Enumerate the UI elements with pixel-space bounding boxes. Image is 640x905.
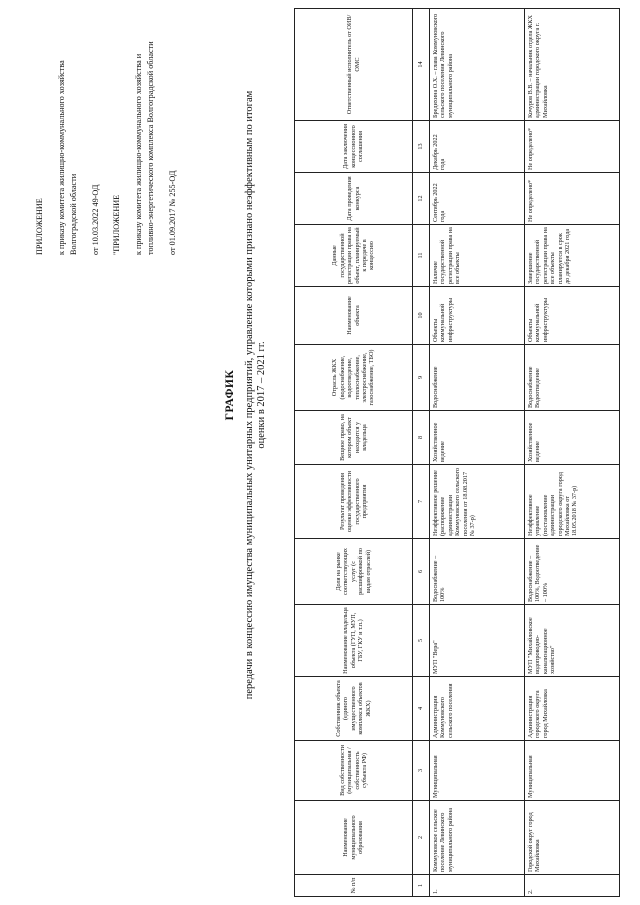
header-cell: Собственник объекта (единого имущественного комплекса объектов ЖКХ): [295, 677, 413, 741]
column-number: 12: [413, 173, 430, 225]
document-title: ГРАФИК: [224, 369, 236, 421]
document-subtitle: передачи в концессию имущества муниципальных унитарных предприятий, управление которыми признано неэффективным по итогам оценки в 2017 – 2021 гг.: [244, 90, 267, 700]
header-cell: Ответственный исполнитель от ОИВ/ОМС: [295, 9, 413, 121]
row-cell: Объекты коммунальной инфраструктуры: [430, 287, 525, 345]
column-number: 6: [413, 539, 430, 605]
row-cell: 2.: [525, 875, 620, 897]
row-cell: Муниципальная: [525, 741, 620, 801]
header-cell: Доля на рынке соответствующих услуг (с расшифровкой по видам отраслей): [295, 539, 413, 605]
row-cell: Наличие государственной регистрации права на все объекты: [430, 225, 525, 287]
row-cell: Администрация Коммуновского сельского поселения: [430, 677, 525, 741]
column-number: 1: [413, 875, 430, 897]
table-header-row: [295, 9, 413, 897]
appendix-header: [34, 25, 188, 255]
row-cell: Не определено*: [525, 173, 620, 225]
header-cell: Наименование объекта: [295, 287, 413, 345]
row-cell: Муниципальная: [430, 741, 525, 801]
row-cell: Администрация городского округа город Михайловка: [525, 677, 620, 741]
column-number-row: [413, 9, 430, 897]
header-cell: № п/п: [295, 875, 413, 897]
row-cell: 1.: [430, 875, 525, 897]
header-line-4: "ПРИЛОЖЕНИЕ: [112, 194, 121, 255]
column-number: 2: [413, 801, 430, 875]
row-cell: Объекты коммунальной инфраструктуры: [525, 287, 620, 345]
header-cell: Дата проведения конкурса: [295, 173, 413, 225]
row-cell: Хозяйственное ведение: [430, 411, 525, 465]
column-number: 4: [413, 677, 430, 741]
title-block: [224, 75, 268, 715]
header-cell: Дата заключения концессионного соглашения: [295, 121, 413, 173]
column-number: 5: [413, 605, 430, 677]
row-cell: Городской округ город Михайловка: [525, 801, 620, 875]
row-cell: Декабрь 2022 года: [430, 121, 525, 173]
column-number: 9: [413, 345, 430, 411]
row-cell: Водоснабжение – 100%: [430, 539, 525, 605]
schedule-table: [294, 8, 620, 897]
table-row: [430, 9, 525, 897]
row-cell: Водоснабжение – 100%, Водоотведение – 100%: [525, 539, 620, 605]
row-cell: Неэффективное решение (распоряжение администрации Коммуновского сельского поселения от 18.08.2017 № 37-р): [430, 465, 525, 539]
row-cell: Хозяйственное ведение: [525, 411, 620, 465]
header-cell: Наименование муниципального образования: [295, 801, 413, 875]
row-cell: Кочуров В.В. – начальник отдела ЖКХ администрации городского округа г. Михайловка: [525, 9, 620, 121]
header-cell: Результат проведения оценки эффективности государственного предприятия: [295, 465, 413, 539]
column-number: 11: [413, 225, 430, 287]
row-cell: Бредихина О.Х. – глава Коммуновского сельского поселения Левинского муниципального района: [430, 9, 525, 121]
header-line-3: от 10.03.2022 49-ОД: [90, 184, 100, 255]
row-cell: Не определено*: [525, 121, 620, 173]
row-cell: Водоснабжение Водоотведение: [525, 345, 620, 411]
header-line-5: к приказу комитета жилищно-коммунального хозяйства и топливно-энергетического комплекса Волгоградской области: [133, 41, 155, 255]
header-cell: Данные государственной регистрации права на объект, планируемый к передаче в концессию: [295, 225, 413, 287]
row-cell: Неэффективное управление (постановление администрации городского округа город Михайловка от 18.05.2018 № 37-р): [525, 465, 620, 539]
table-row: [525, 9, 620, 897]
column-number: 13: [413, 121, 430, 173]
header-cell: Вещное право, на котором объект находится у владельца: [295, 411, 413, 465]
row-cell: МУП "Михайловское водопроводно-канализационное хозяйство": [525, 605, 620, 677]
column-number: 3: [413, 741, 430, 801]
row-cell: МУП "Вера": [430, 605, 525, 677]
header-line-2: к приказу комитета жилищно-коммунального хозяйства Волгоградской области: [56, 60, 78, 255]
header-line-1: ПРИЛОЖЕНИЕ: [35, 198, 44, 255]
column-number: 8: [413, 411, 430, 465]
row-cell: Коммуновское сельское поселение Левинского муниципального района: [430, 801, 525, 875]
column-number: 14: [413, 9, 430, 121]
header-cell: Наименование владельца объекта (ГУП, МУП, ГБУ, ГКУ и т.п.): [295, 605, 413, 677]
header-cell: Вид собственности (муниципальная /собственность субъекта РФ): [295, 741, 413, 801]
header-cell: Отрасль ЖКХ (водоснабжение, водоотведение, теплоснабжение, электроснабжение, газоснабжение, ТБО): [295, 345, 413, 411]
column-number: 10: [413, 287, 430, 345]
column-number: 7: [413, 465, 430, 539]
header-line-6: от 01.09.2017 № 255-ОД: [167, 170, 177, 255]
row-cell: Водоснабжение: [430, 345, 525, 411]
row-cell: Завершение государственной регистрации права на все объекты планируется в срок до декабря 2021 года: [525, 225, 620, 287]
row-cell: Сентябрь 2022 года: [430, 173, 525, 225]
